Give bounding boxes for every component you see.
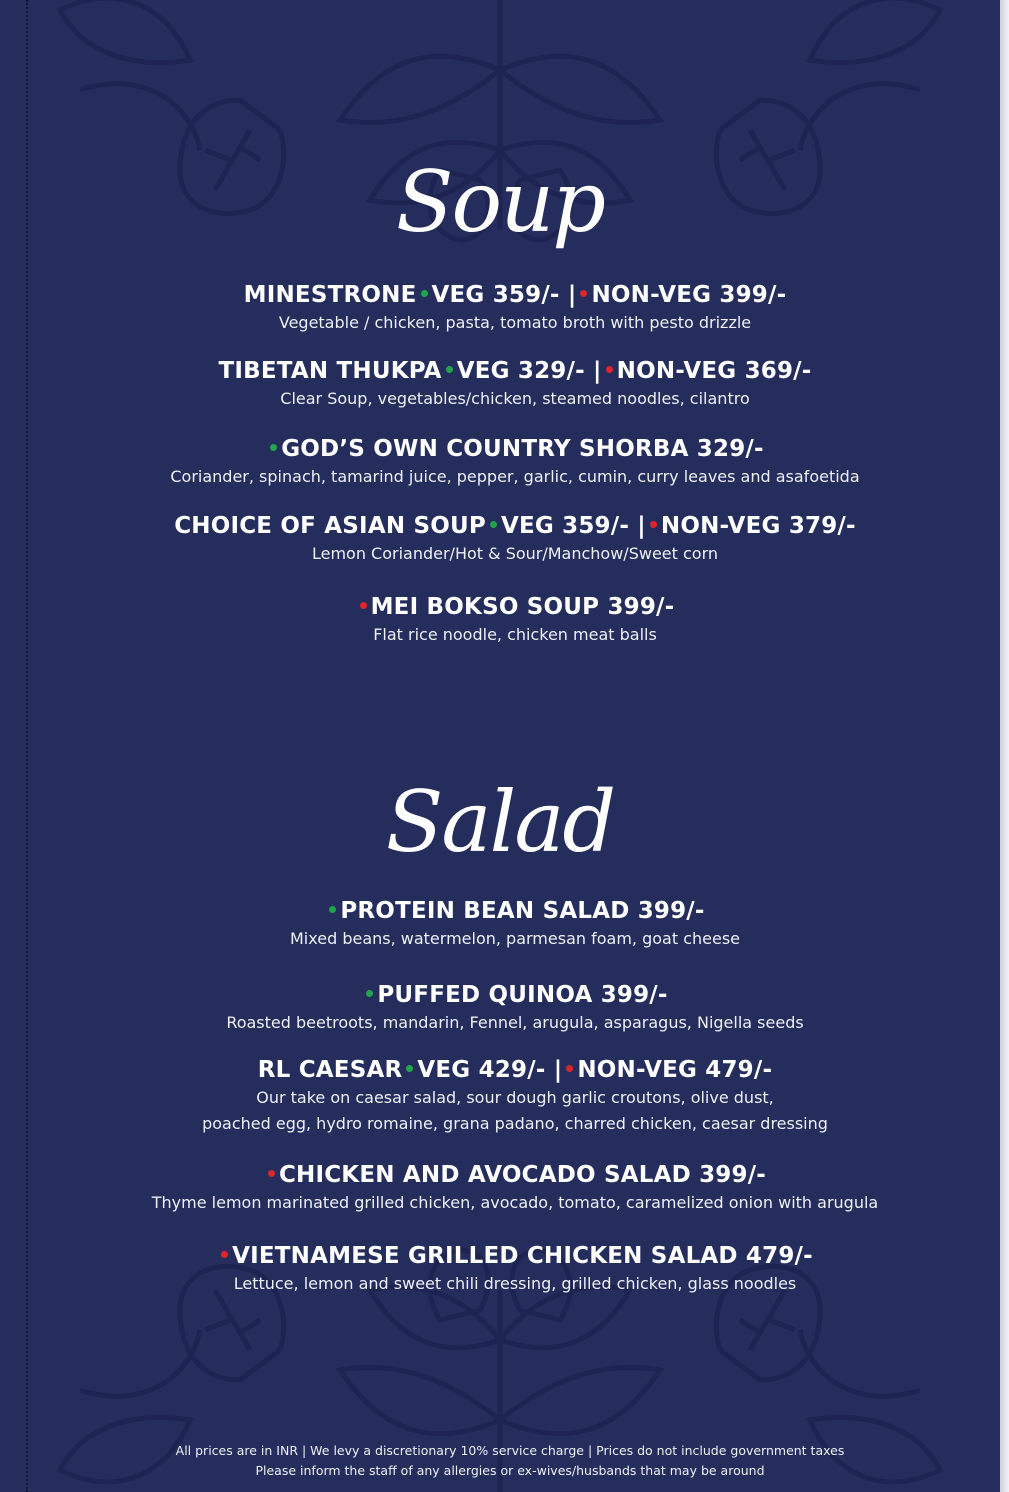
item-name: VIETNAMESE GRILLED CHICKEN SALAD 479/- [232, 1243, 813, 1269]
item-description: Flat rice noodle, chicken meat balls [373, 625, 657, 644]
soup-item-asian-soup [30, 511, 1000, 567]
item-description: Lettuce, lemon and sweet chili dressing, grilled chicken, glass noodles [233, 1274, 797, 1293]
salad-item-rl-caesar [30, 1055, 1000, 1137]
page-edge [1000, 0, 1009, 1492]
nonveg-dot-icon [650, 521, 657, 528]
salad-section-title: Salad [385, 773, 615, 871]
item-description: Lemon Coriander/Hot & Sour/Manchow/Sweet corn [311, 544, 719, 563]
item-name: CHICKEN AND AVOCADO SALAD 399/- [278, 1162, 767, 1188]
item-name: CHOICE OF ASIAN SOUP [174, 513, 486, 539]
veg-price: VEG 429/- | [417, 1057, 563, 1083]
veg-dot-icon [490, 521, 497, 528]
soup-section-title: Soup [396, 153, 604, 251]
nonveg-dot-icon [268, 1170, 275, 1177]
item-description: Roasted beetroots, mandarin, Fennel, arugula, asparagus, Nigella seeds [226, 1013, 804, 1032]
footer-note [30, 1441, 990, 1481]
soup-item-tibetan-thukpa [30, 356, 1000, 412]
salad-item-protein-bean [30, 896, 1000, 952]
item-description: Vegetable / chicken, pasta, tomato broth with pesto drizzle [278, 313, 752, 332]
item-description-line2: poached egg, hydro romaine, grana padano, charred chicken, caesar dressing [202, 1114, 828, 1133]
item-description: Clear Soup, vegetables/chicken, steamed noodles, cilantro [280, 389, 750, 408]
veg-dot-icon [270, 444, 277, 451]
item-name: TIBETAN THUKPA [218, 358, 442, 384]
footer-line-1: All prices are in INR | We levy a discretionary 10% service charge | Prices do not include government taxes [175, 1443, 845, 1458]
nonveg-price: NON-VEG 379/- [660, 513, 856, 539]
veg-price: VEG 359/- | [500, 513, 646, 539]
footer-line-2: Please inform the staff of any allergies or ex-wives/husbands that may be around [255, 1463, 765, 1478]
nonveg-dot-icon [580, 290, 587, 297]
veg-dot-icon [366, 990, 373, 997]
item-name: GOD’S OWN COUNTRY SHORBA 329/- [281, 436, 764, 462]
item-description: Mixed beans, watermelon, parmesan foam, goat cheese [290, 929, 740, 948]
nonveg-dot-icon [566, 1065, 573, 1072]
nonveg-dot-icon [606, 366, 613, 373]
nonveg-dot-icon [221, 1251, 228, 1258]
veg-dot-icon [446, 366, 453, 373]
salad-item-vietnamese-chicken [30, 1241, 1000, 1297]
nonveg-price: NON-VEG 399/- [591, 282, 787, 308]
item-name: MEI BOKSO SOUP 399/- [370, 594, 675, 620]
item-name: MINESTRONE [243, 282, 417, 308]
item-description-line1: Our take on caesar salad, sour dough garlic croutons, olive dust, [256, 1088, 774, 1107]
veg-price: VEG 329/- | [456, 358, 602, 384]
salad-item-puffed-quinoa [30, 980, 1000, 1036]
veg-price: VEG 359/- | [431, 282, 577, 308]
veg-dot-icon [421, 290, 428, 297]
soup-item-mei-bokso [30, 592, 1000, 648]
item-description: Coriander, spinach, tamarind juice, pepper, garlic, cumin, curry leaves and asafoetida [170, 467, 860, 486]
veg-dot-icon [406, 1065, 413, 1072]
soup-item-minestrone [30, 280, 1000, 336]
item-name: PUFFED QUINOA 399/- [377, 982, 668, 1008]
nonveg-price: NON-VEG 479/- [577, 1057, 773, 1083]
nonveg-price: NON-VEG 369/- [616, 358, 812, 384]
salad-item-chicken-avocado [30, 1160, 1000, 1216]
nonveg-dot-icon [360, 602, 367, 609]
item-name: RL CAESAR [257, 1057, 403, 1083]
item-name: PROTEIN BEAN SALAD 399/- [340, 898, 705, 924]
item-description: Thyme lemon marinated grilled chicken, avocado, tomato, caramelized onion with arugula [151, 1193, 879, 1212]
soup-item-shorba [30, 434, 1000, 490]
veg-dot-icon [329, 906, 336, 913]
